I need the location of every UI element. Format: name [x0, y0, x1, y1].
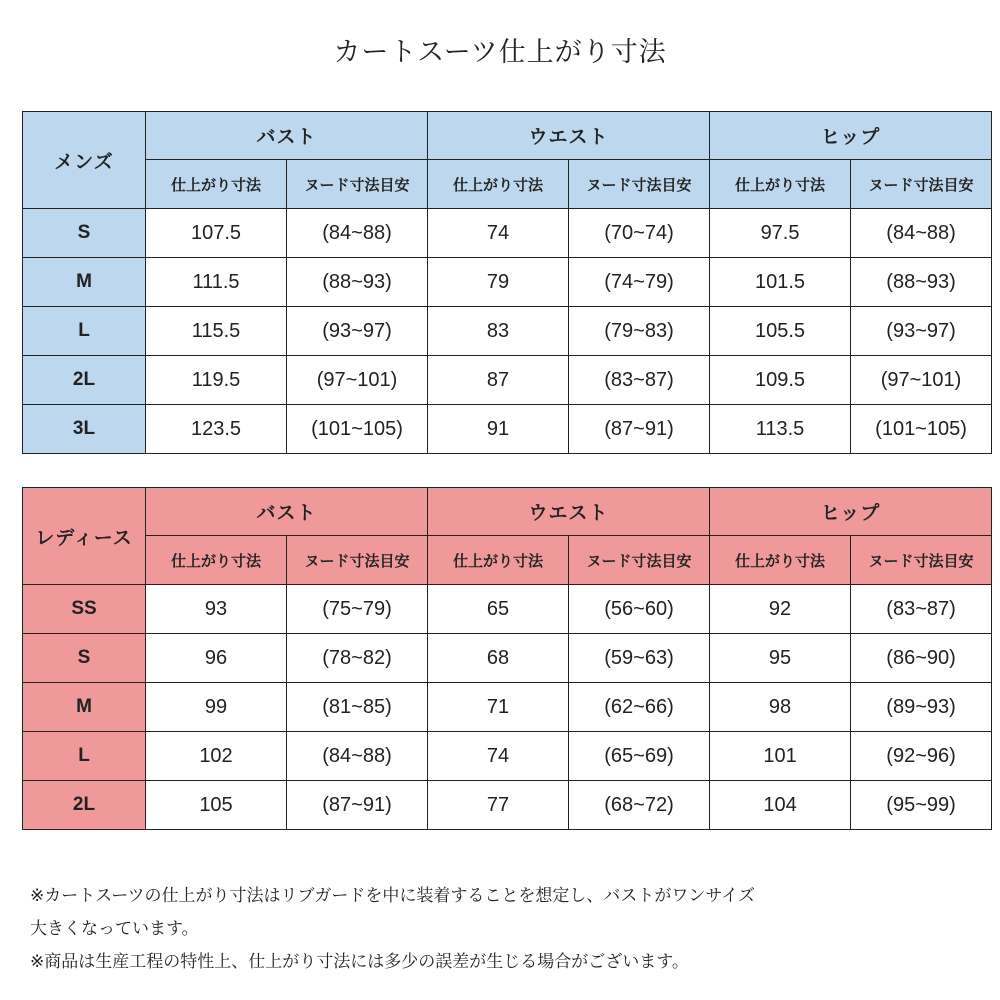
bust-nude-value: (93~97): [287, 307, 428, 356]
size-label: S: [23, 209, 146, 258]
bust-finished-value: 105: [146, 781, 287, 830]
hip-finished-value: 97.5: [710, 209, 851, 258]
waist-finished-value: 77: [428, 781, 569, 830]
bust-nude-value: (84~88): [287, 732, 428, 781]
hip-finished-value: 98: [710, 683, 851, 732]
table-row: [23, 732, 992, 781]
hip-nude-value: (95~99): [851, 781, 992, 830]
hip-nude-value: (86~90): [851, 634, 992, 683]
waist-finished-value: 65: [428, 585, 569, 634]
mens-size-table: [22, 111, 992, 454]
subheader-nude: ヌード寸法目安: [851, 536, 992, 585]
bust-finished-value: 102: [146, 732, 287, 781]
table-row: [23, 405, 992, 454]
hip-nude-value: (93~97): [851, 307, 992, 356]
hip-nude-value: (89~93): [851, 683, 992, 732]
bust-finished-value: 111.5: [146, 258, 287, 307]
page-title: カートスーツ仕上がり寸法: [333, 37, 667, 68]
size-label: M: [23, 683, 146, 732]
bust-finished-value: 96: [146, 634, 287, 683]
table-row: [23, 585, 992, 634]
hip-finished-value: 104: [710, 781, 851, 830]
hip-nude-value: (83~87): [851, 585, 992, 634]
size-label: S: [23, 634, 146, 683]
waist-nude-value: (56~60): [569, 585, 710, 634]
waist-nude-value: (62~66): [569, 683, 710, 732]
bust-nude-value: (101~105): [287, 405, 428, 454]
waist-finished-value: 83: [428, 307, 569, 356]
subheader-nude: ヌード寸法目安: [569, 536, 710, 585]
size-label: 3L: [23, 405, 146, 454]
waist-finished-value: 79: [428, 258, 569, 307]
bust-finished-value: 93: [146, 585, 287, 634]
waist-finished-value: 87: [428, 356, 569, 405]
waist-nude-value: (68~72): [569, 781, 710, 830]
hip-finished-value: 101.5: [710, 258, 851, 307]
subheader-nude: ヌード寸法目安: [851, 160, 992, 209]
footnote-line: 大きくなっています。: [30, 919, 199, 939]
ladies-label: レディース: [23, 488, 146, 585]
size-label: L: [23, 732, 146, 781]
bust-nude-value: (84~88): [287, 209, 428, 258]
waist-finished-value: 68: [428, 634, 569, 683]
waist-finished-value: 71: [428, 683, 569, 732]
hip-nude-value: (84~88): [851, 209, 992, 258]
table-row: [23, 781, 992, 830]
hip-finished-value: 101: [710, 732, 851, 781]
subheader-nude: ヌード寸法目安: [569, 160, 710, 209]
waist-nude-value: (59~63): [569, 634, 710, 683]
subheader-nude: ヌード寸法目安: [287, 536, 428, 585]
hip-finished-value: 105.5: [710, 307, 851, 356]
hip-nude-value: (97~101): [851, 356, 992, 405]
subheader-finished: 仕上がり寸法: [146, 160, 287, 209]
hip-nude-value: (92~96): [851, 732, 992, 781]
bust-nude-value: (75~79): [287, 585, 428, 634]
bust-nude-value: (81~85): [287, 683, 428, 732]
header-hip: ヒップ: [710, 112, 992, 160]
bust-finished-value: 115.5: [146, 307, 287, 356]
subheader-finished: 仕上がり寸法: [710, 160, 851, 209]
size-label: SS: [23, 585, 146, 634]
size-label: 2L: [23, 781, 146, 830]
header-bust: バスト: [146, 112, 428, 160]
waist-finished-value: 74: [428, 209, 569, 258]
table-row: [23, 634, 992, 683]
hip-finished-value: 95: [710, 634, 851, 683]
waist-finished-value: 74: [428, 732, 569, 781]
table-row: [23, 258, 992, 307]
hip-finished-value: 92: [710, 585, 851, 634]
waist-nude-value: (79~83): [569, 307, 710, 356]
size-label: M: [23, 258, 146, 307]
hip-nude-value: (88~93): [851, 258, 992, 307]
ladies-size-table: [22, 487, 992, 830]
waist-nude-value: (70~74): [569, 209, 710, 258]
footnote-line: ※商品は生産工程の特性上、仕上がり寸法には多少の誤差が生じる場合がございます。: [30, 952, 689, 972]
bust-finished-value: 99: [146, 683, 287, 732]
waist-nude-value: (87~91): [569, 405, 710, 454]
size-label: L: [23, 307, 146, 356]
header-waist: ウエスト: [428, 112, 710, 160]
hip-finished-value: 113.5: [710, 405, 851, 454]
table-row: [23, 307, 992, 356]
header-hip: ヒップ: [710, 488, 992, 536]
subheader-nude: ヌード寸法目安: [287, 160, 428, 209]
bust-nude-value: (78~82): [287, 634, 428, 683]
waist-finished-value: 91: [428, 405, 569, 454]
subheader-finished: 仕上がり寸法: [428, 160, 569, 209]
bust-nude-value: (97~101): [287, 356, 428, 405]
bust-finished-value: 119.5: [146, 356, 287, 405]
subheader-finished: 仕上がり寸法: [146, 536, 287, 585]
waist-nude-value: (83~87): [569, 356, 710, 405]
waist-nude-value: (74~79): [569, 258, 710, 307]
table-row: [23, 683, 992, 732]
bust-finished-value: 123.5: [146, 405, 287, 454]
mens-label: メンズ: [23, 112, 146, 209]
footnotes: [30, 880, 980, 979]
size-label: 2L: [23, 356, 146, 405]
table-row: [23, 356, 992, 405]
header-waist: ウエスト: [428, 488, 710, 536]
bust-nude-value: (88~93): [287, 258, 428, 307]
hip-finished-value: 109.5: [710, 356, 851, 405]
hip-nude-value: (101~105): [851, 405, 992, 454]
subheader-finished: 仕上がり寸法: [428, 536, 569, 585]
waist-nude-value: (65~69): [569, 732, 710, 781]
table-row: [23, 209, 992, 258]
subheader-finished: 仕上がり寸法: [710, 536, 851, 585]
header-bust: バスト: [146, 488, 428, 536]
bust-nude-value: (87~91): [287, 781, 428, 830]
footnote-line: ※カートスーツの仕上がり寸法はリブガードを中に装着することを想定し、バストがワンサイズ: [30, 886, 756, 906]
bust-finished-value: 107.5: [146, 209, 287, 258]
